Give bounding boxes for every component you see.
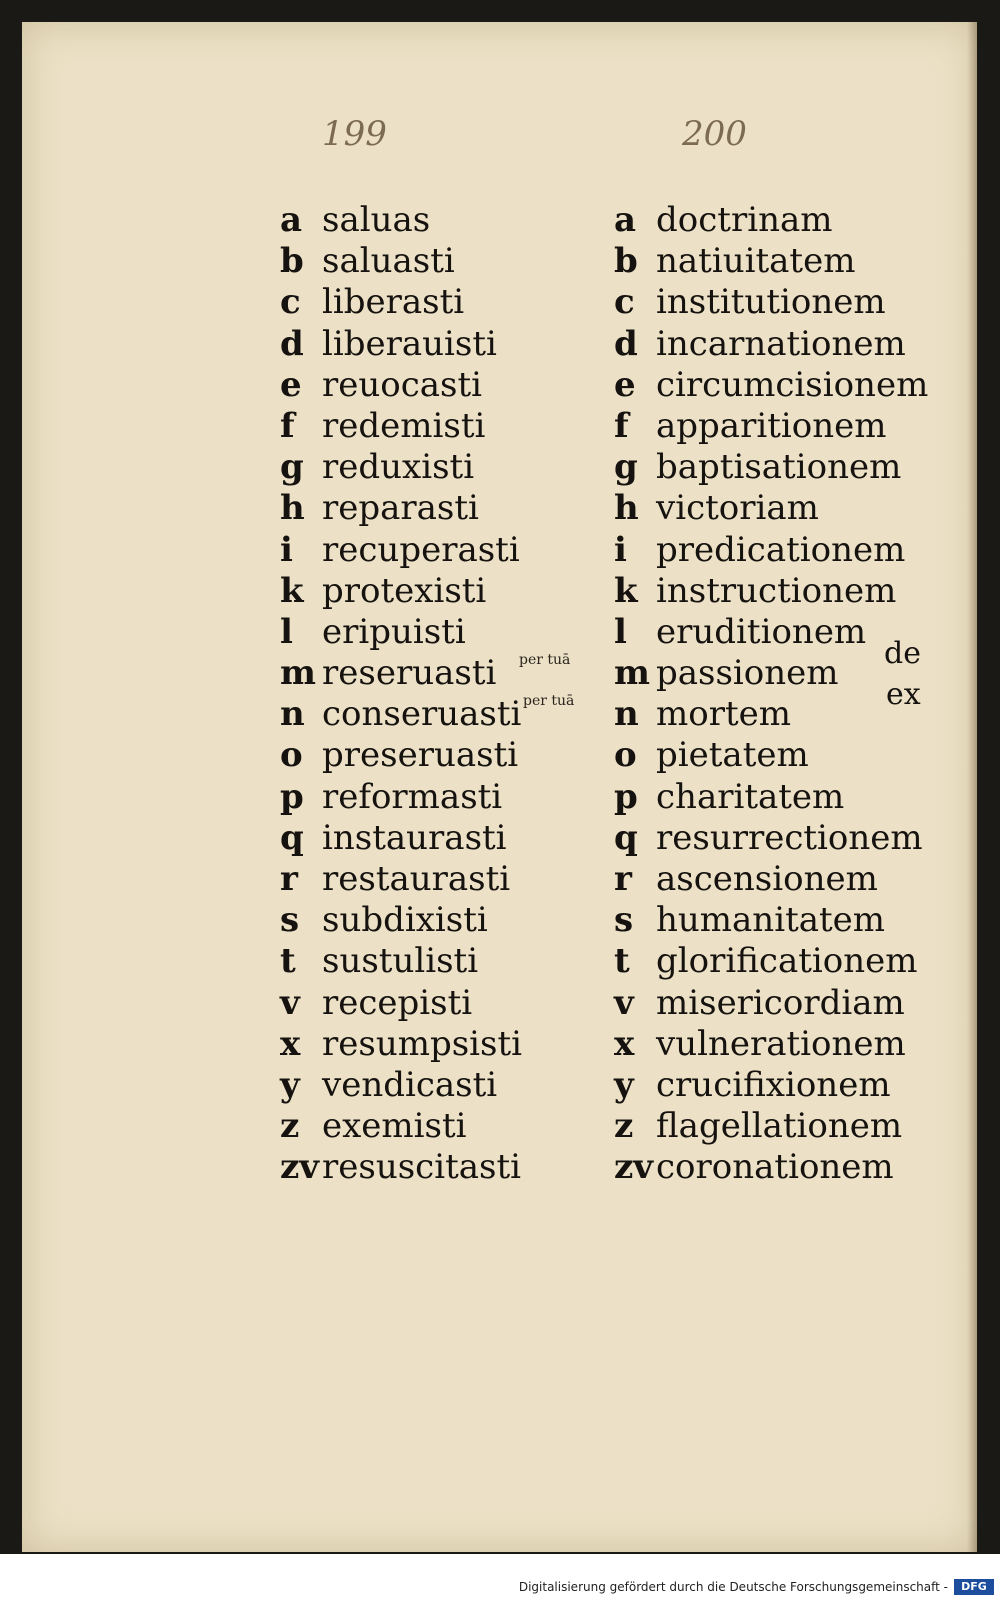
right-column-entry-letter: y <box>614 1064 634 1105</box>
right-column-entry-letter: e <box>614 364 636 405</box>
left-column-list <box>280 200 522 1189</box>
left-column-entry-word: instaurasti <box>322 817 507 858</box>
left-column-entry <box>280 983 522 1024</box>
left-column-entry <box>280 365 522 406</box>
left-column-entry-word: recuperasti <box>322 529 520 570</box>
left-column-entry <box>280 694 522 735</box>
right-column-entry-word: resurrectionem <box>656 817 923 858</box>
right-column-entry-letter: b <box>614 241 638 282</box>
left-column-entry-letter: g <box>280 447 304 488</box>
right-column-entry <box>614 447 928 488</box>
footer-credit-text: Digitalisierung gefördert durch die Deutsche Forschungsgemeinschaft - <box>518 1580 948 1594</box>
book-page <box>22 22 977 1552</box>
right-column-entry-word: crucifixionem <box>656 1064 891 1105</box>
right-column-entry <box>614 1065 928 1106</box>
left-column-entry <box>280 900 522 941</box>
left-column-entry-letter: c <box>280 282 301 323</box>
left-column-entry <box>280 530 522 571</box>
right-column-entry-letter: i <box>614 529 627 570</box>
left-column-entry-word: vendicasti <box>322 1064 498 1105</box>
right-column-entry <box>614 200 928 241</box>
right-column-entry-word: natiuitatem <box>656 241 856 282</box>
left-column-entry-letter: z <box>280 1106 300 1147</box>
right-column-entry <box>614 1147 928 1188</box>
left-column-entry-word: liberauisti <box>322 323 497 364</box>
left-column-entry <box>280 571 522 612</box>
right-column-entry-word: charitatem <box>656 776 845 817</box>
right-column-entry <box>614 859 928 900</box>
right-column-entry-letter: t <box>614 941 630 982</box>
right-column-entry-word: baptisationem <box>656 447 902 488</box>
right-column-entry-word: doctrinam <box>656 200 833 240</box>
left-column-entry-letter: x <box>280 1023 301 1064</box>
left-column-entry-word: conseruasti <box>322 694 522 735</box>
left-column-entry-letter: m <box>280 653 316 694</box>
left-column-entry <box>280 406 522 447</box>
left-column-entry-letter: zv <box>280 1147 320 1188</box>
right-column-entry <box>614 653 928 694</box>
right-column-entry-letter: d <box>614 323 638 364</box>
right-column-entry-word: mortem <box>656 694 791 735</box>
right-column-entry-letter: r <box>614 859 632 899</box>
left-column-entry-letter: n <box>280 694 305 735</box>
right-column-entry-letter: v <box>614 982 634 1023</box>
right-column-entry-letter: q <box>614 817 638 858</box>
right-column-entry-letter: m <box>614 653 650 694</box>
left-column-entry-letter: h <box>280 488 305 529</box>
right-column-entry-letter: zv <box>614 1147 654 1188</box>
left-column-entry-letter: p <box>280 776 304 817</box>
left-column-entry-word: preseruasti <box>322 735 519 776</box>
left-column-entry-word: liberasti <box>322 282 465 323</box>
right-column-entry-letter: a <box>614 200 637 240</box>
footer-bar <box>0 1554 1000 1598</box>
left-column-entry <box>280 447 522 488</box>
left-column-entry-letter: l <box>280 611 293 652</box>
right-column-entry-letter: h <box>614 488 639 529</box>
left-column-entry-letter: a <box>280 200 303 240</box>
left-column-entry-letter: k <box>280 570 304 611</box>
right-column-entry-word: eruditionem <box>656 611 867 652</box>
left-column-entry-word: reuocasti <box>322 364 483 405</box>
right-column-entry-word: circumcisionem <box>656 364 929 405</box>
right-column-entry-word: coronationem <box>656 1147 894 1188</box>
left-column-entry-word: reseruasti <box>322 653 497 694</box>
right-column-entry-letter: k <box>614 570 638 611</box>
right-column-entry-word: apparitionem <box>656 405 887 446</box>
right-column-entry-letter: z <box>614 1106 634 1147</box>
left-column-entry <box>280 818 522 859</box>
right-column-entry-word: vulnerationem <box>656 1023 906 1064</box>
right-column-entry-word: pietatem <box>656 735 809 776</box>
left-column-entry-word: saluas <box>322 200 431 240</box>
left-column-entry <box>280 941 522 982</box>
right-column-entry-letter: f <box>614 405 629 446</box>
margin-word-ex: ex <box>886 677 921 712</box>
left-column-entry <box>280 777 522 818</box>
right-column-entry-word: institutionem <box>656 282 886 323</box>
right-column-entry-word: victoriam <box>656 488 819 529</box>
dfg-logo: DFG <box>954 1579 994 1595</box>
left-column-entry-word: redemisti <box>322 405 486 446</box>
left-column-entry-word: saluasti <box>322 241 455 282</box>
right-column-entry <box>614 365 928 406</box>
left-column-entry-word: recepisti <box>322 982 473 1023</box>
side-note-m: per tuā <box>519 652 571 668</box>
folio-number-left: 199 <box>322 114 387 154</box>
margin-word-de: de <box>884 636 921 671</box>
right-column-entry-word: ascensionem <box>656 859 878 899</box>
left-column-entry <box>280 241 522 282</box>
right-column-entry <box>614 941 928 982</box>
left-column-entry-letter: v <box>280 982 300 1023</box>
left-column-entry-letter: d <box>280 323 304 364</box>
left-column-entry-word: exemisti <box>322 1106 467 1147</box>
right-column-entry <box>614 1106 928 1147</box>
left-column-entry-letter: b <box>280 241 304 282</box>
left-column-entry-word: eripuisti <box>322 611 466 652</box>
left-column-entry-word: subdixisti <box>322 900 488 941</box>
left-column-entry-word: resuscitasti <box>322 1147 522 1188</box>
left-column-entry <box>280 612 522 653</box>
left-column-entry-letter: q <box>280 817 304 858</box>
side-note-n: per tuā <box>523 693 575 709</box>
right-column-entry <box>614 1024 928 1065</box>
left-column-entry-word: reparasti <box>322 488 479 529</box>
left-column-entry-letter: i <box>280 529 293 570</box>
left-column-entry <box>280 735 522 776</box>
left-column-entry-word: sustulisti <box>322 941 479 982</box>
right-column-entry <box>614 777 928 818</box>
left-column-entry-letter: f <box>280 405 295 446</box>
right-column-entry <box>614 324 928 365</box>
right-column-entry-word: misericordiam <box>656 982 905 1023</box>
left-column-entry-word: reformasti <box>322 776 503 817</box>
right-column-entry <box>614 900 928 941</box>
left-column-entry <box>280 1147 522 1188</box>
right-column-entry <box>614 735 928 776</box>
right-column-entry <box>614 530 928 571</box>
left-column-entry-letter: s <box>280 900 300 941</box>
right-column-entry <box>614 406 928 447</box>
right-column-entry-word: instructionem <box>656 570 897 611</box>
right-column-entry <box>614 282 928 323</box>
right-column-entry-letter: o <box>614 735 637 776</box>
left-column-entry <box>280 1065 522 1106</box>
left-column-entry-letter: t <box>280 941 296 982</box>
left-column-entry <box>280 324 522 365</box>
right-column-entry <box>614 983 928 1024</box>
right-column-entry <box>614 571 928 612</box>
left-column-entry-letter: r <box>280 859 298 899</box>
right-column-entry-letter: l <box>614 611 627 652</box>
right-column-entry <box>614 488 928 529</box>
left-column-entry <box>280 1024 522 1065</box>
left-column-entry-word: restaurasti <box>322 859 511 899</box>
right-column-entry-word: incarnationem <box>656 323 906 364</box>
right-column-entry <box>614 694 928 735</box>
right-column-entry-word: humanitatem <box>656 900 886 941</box>
left-column-entry-word: protexisti <box>322 570 487 611</box>
right-column-entry-letter: g <box>614 447 638 488</box>
right-column-list <box>614 200 928 1189</box>
right-column-entry <box>614 612 928 653</box>
right-column-entry-word: flagellationem <box>656 1106 903 1147</box>
left-column-entry <box>280 488 522 529</box>
right-column-entry-letter: c <box>614 282 635 323</box>
left-column-entry-letter: o <box>280 735 303 776</box>
folio-number-right: 200 <box>682 114 747 154</box>
left-column-entry <box>280 200 522 241</box>
left-column-entry-letter: e <box>280 364 302 405</box>
left-column-entry-word: resumpsisti <box>322 1023 523 1064</box>
right-column-entry-letter: s <box>614 900 634 941</box>
right-column-entry-letter: p <box>614 776 638 817</box>
left-column-entry <box>280 653 522 694</box>
right-column-entry-letter: x <box>614 1023 635 1064</box>
left-column-entry <box>280 859 522 900</box>
right-column-entry-word: passionem <box>656 653 839 694</box>
left-column-entry-word: reduxisti <box>322 447 475 488</box>
left-column-entry-letter: y <box>280 1064 300 1105</box>
left-column-entry <box>280 282 522 323</box>
right-column-entry-word: predicationem <box>656 529 906 570</box>
right-column-entry <box>614 241 928 282</box>
right-column-entry <box>614 818 928 859</box>
left-column-entry <box>280 1106 522 1147</box>
right-column-entry-letter: n <box>614 694 639 735</box>
right-column-entry-word: glorificationem <box>656 941 918 982</box>
